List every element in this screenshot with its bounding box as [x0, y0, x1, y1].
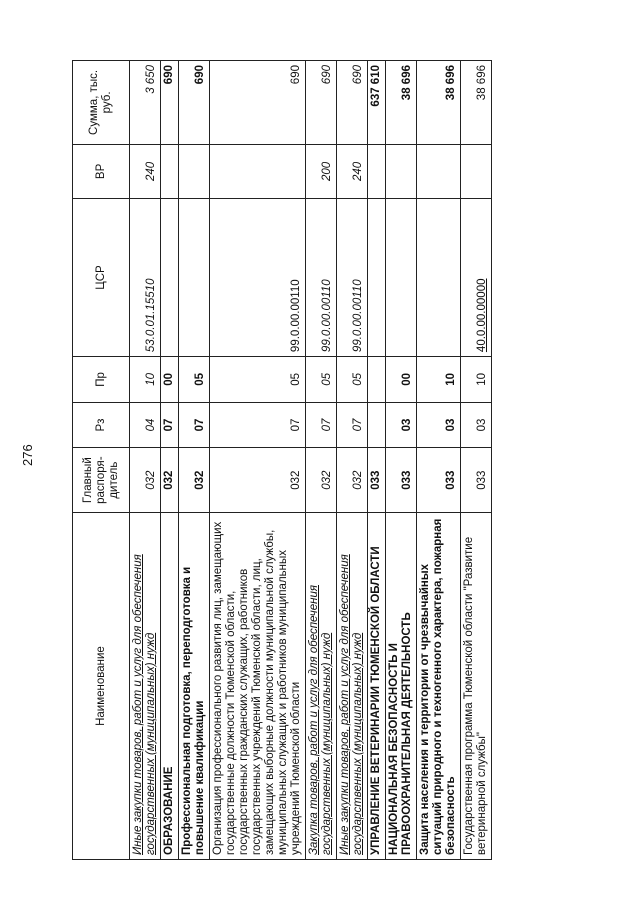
- row-name: Защита населения и территории от чрезвычайных ситуаций природного и техногенного характера, пожарная безопасность: [417, 513, 461, 860]
- row-name: Закупка товаров, работ и услуг для обеспечения государственных (муниципальных) нужд: [306, 513, 337, 860]
- row-pr: 00: [161, 357, 179, 403]
- row-pr: [368, 357, 386, 403]
- row-gr: 032: [179, 448, 210, 513]
- row-vr: [210, 144, 306, 198]
- row-rz: 07: [337, 402, 368, 448]
- header-rz: Рз: [73, 402, 130, 448]
- row-sum: 690: [337, 61, 368, 145]
- row-vr: 200: [306, 144, 337, 198]
- header-pr: Пр: [73, 357, 130, 403]
- row-sum: 690: [161, 61, 179, 145]
- row-csr: [368, 198, 386, 356]
- row-csr: [179, 198, 210, 356]
- row-pr: 10: [461, 357, 492, 403]
- table-row: [368, 61, 386, 860]
- row-pr: 05: [179, 357, 210, 403]
- row-rz: 07: [179, 402, 210, 448]
- budget-table-rotated: [72, 60, 487, 860]
- row-name: НАЦИОНАЛЬНАЯ БЕЗОПАСНОСТЬ И ПРАВООХРАНИТЕЛЬНАЯ ДЕЯТЕЛЬНОСТЬ: [386, 513, 417, 860]
- row-rz: 07: [161, 402, 179, 448]
- row-rz: 04: [130, 402, 161, 448]
- row-vr: [417, 144, 461, 198]
- header-vr: ВР: [73, 144, 130, 198]
- row-rz: 07: [210, 402, 306, 448]
- row-name: ОБРАЗОВАНИЕ: [161, 513, 179, 860]
- page-number: 276: [20, 444, 35, 466]
- row-vr: 240: [337, 144, 368, 198]
- header-name: Наименование: [73, 513, 130, 860]
- row-csr: 53.0.01.15510: [130, 198, 161, 356]
- header-csr: ЦСР: [73, 198, 130, 356]
- row-csr: [417, 198, 461, 356]
- row-sum: 690: [306, 61, 337, 145]
- row-rz: 07: [306, 402, 337, 448]
- table-row: [179, 61, 210, 860]
- header-sum: Сумма, тыс. руб.: [73, 61, 130, 145]
- row-sum: 637 610: [368, 61, 386, 145]
- row-pr: 05: [210, 357, 306, 403]
- row-gr: 033: [368, 448, 386, 513]
- row-csr: [161, 198, 179, 356]
- row-gr: 032: [306, 448, 337, 513]
- row-pr: 05: [306, 357, 337, 403]
- row-pr: 10: [130, 357, 161, 403]
- row-vr: 240: [130, 144, 161, 198]
- row-name: Государственная программа Тюменской области "Развитие ветеринарной службы": [461, 513, 492, 860]
- row-sum: 3 650: [130, 61, 161, 145]
- row-name: Профессиональная подготовка, переподготовка и повышение квалификации: [179, 513, 210, 860]
- row-name: Иные закупки товаров, работ и услуг для обеспечения государственных (муниципальных) нужд: [337, 513, 368, 860]
- table-row: [386, 61, 417, 860]
- row-name: УПРАВЛЕНИЕ ВЕТЕРИНАРИИ ТЮМЕНСКОЙ ОБЛАСТИ: [368, 513, 386, 860]
- row-sum: 690: [210, 61, 306, 145]
- table-row: [210, 61, 306, 860]
- table-row: [130, 61, 161, 860]
- table-row: [461, 61, 492, 860]
- budget-table: [72, 60, 492, 860]
- header-gr: Главный распоря-дитель: [73, 448, 130, 513]
- row-gr: 033: [386, 448, 417, 513]
- table-row: [337, 61, 368, 860]
- row-rz: 03: [386, 402, 417, 448]
- row-vr: [368, 144, 386, 198]
- row-pr: 05: [337, 357, 368, 403]
- row-gr: 032: [337, 448, 368, 513]
- row-rz: [368, 402, 386, 448]
- table-row: [306, 61, 337, 860]
- row-name: Иные закупки товаров, работ и услуг для обеспечения государственных (муниципальных) нужд: [130, 513, 161, 860]
- row-csr: 99.0.00.00110: [306, 198, 337, 356]
- row-name: Организация профессионального развития лиц, замещающих государственные должности Тюменской области, государственных гражданских служащих, работников государственных учреждений Тюменской области, лиц, замещающих выборные должности муниципальной службы, муниципальных служащих и работников муниципальных учреждений Тюменской области: [210, 513, 306, 860]
- row-pr: 00: [386, 357, 417, 403]
- row-gr: 032: [130, 448, 161, 513]
- row-gr: 033: [461, 448, 492, 513]
- row-gr: 033: [417, 448, 461, 513]
- table-row: [417, 61, 461, 860]
- row-csr: 99.0.00.00110: [337, 198, 368, 356]
- row-sum: 690: [179, 61, 210, 145]
- row-rz: 03: [461, 402, 492, 448]
- row-gr: 032: [161, 448, 179, 513]
- row-vr: [386, 144, 417, 198]
- row-csr: 40.0.00.00000: [461, 198, 492, 356]
- table-row: [161, 61, 179, 860]
- row-rz: 03: [417, 402, 461, 448]
- row-vr: [461, 144, 492, 198]
- row-sum: 38 696: [386, 61, 417, 145]
- row-pr: 10: [417, 357, 461, 403]
- row-vr: [179, 144, 210, 198]
- row-sum: 38 696: [417, 61, 461, 145]
- row-sum: 38 696: [461, 61, 492, 145]
- row-csr: 99.0.00.00110: [210, 198, 306, 356]
- row-vr: [161, 144, 179, 198]
- row-csr: [386, 198, 417, 356]
- row-gr: 032: [210, 448, 306, 513]
- table-header-row: [73, 61, 130, 860]
